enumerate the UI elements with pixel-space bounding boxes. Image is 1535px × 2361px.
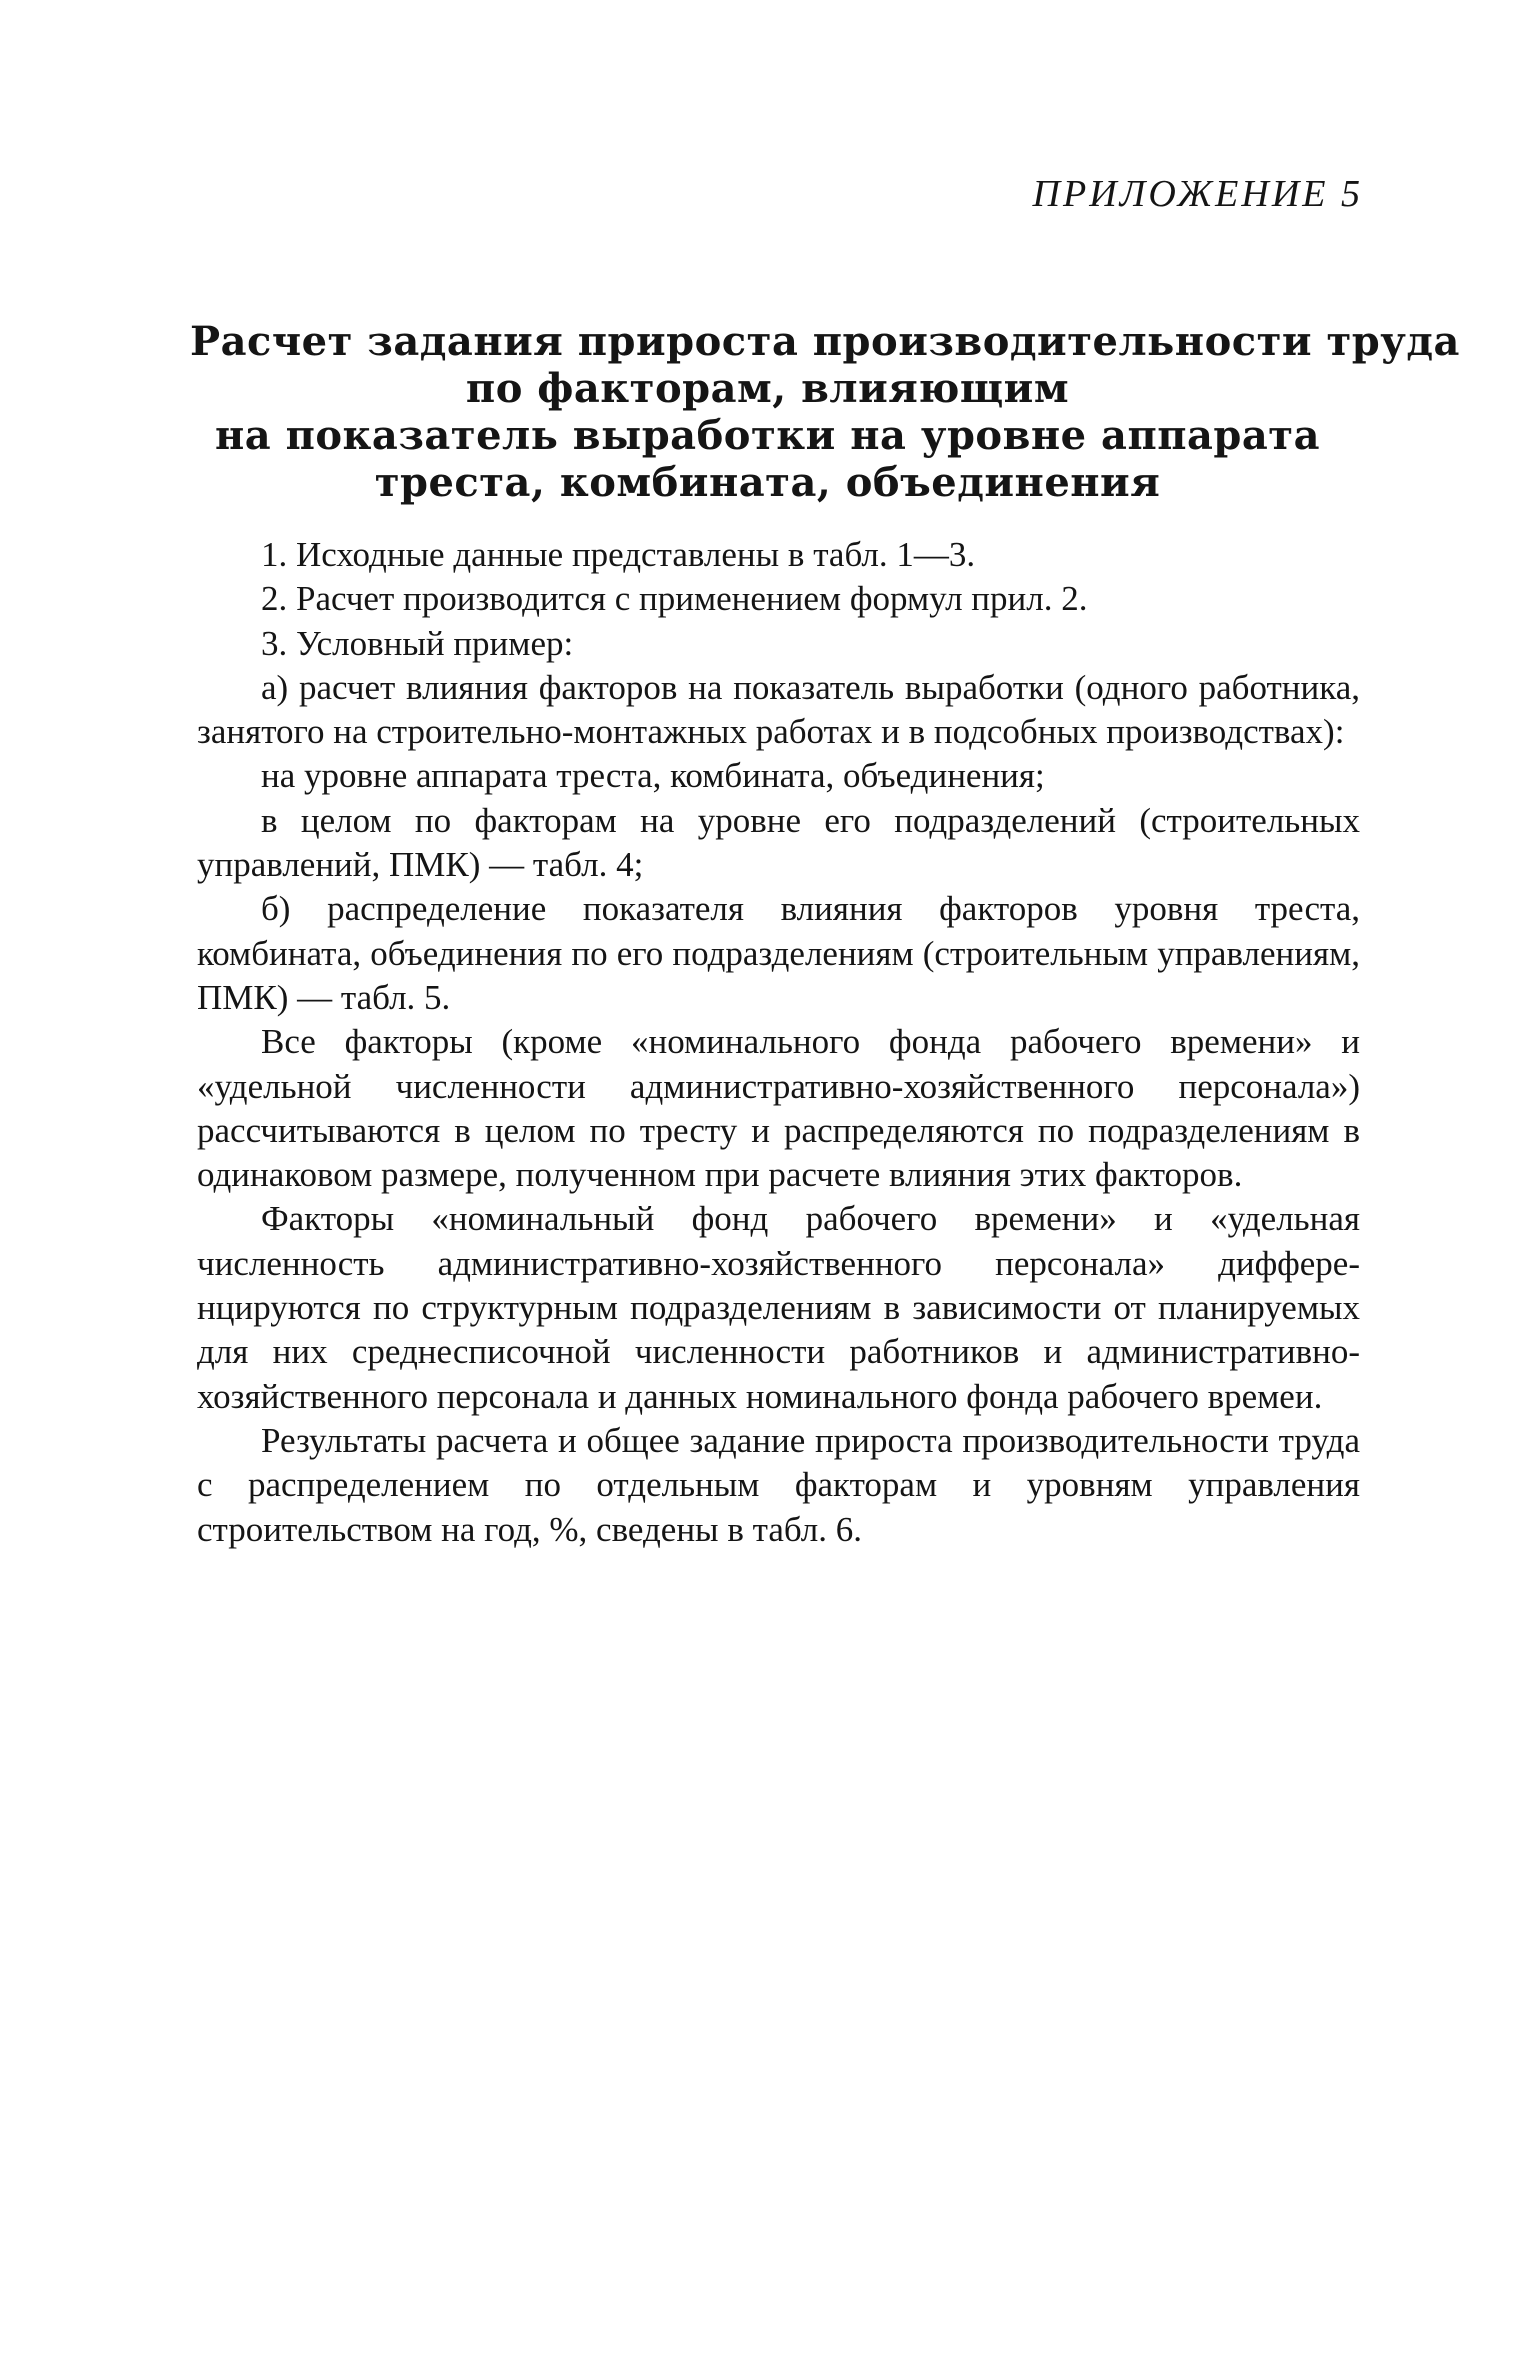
document-body bbox=[197, 533, 1360, 1552]
paragraph: Все факторы (кроме «номинального фонда рабочего времени» и «удельной численности административно-хозяйственного персонала») рассчитываются в целом по тресту и распределяются по подразделениям в одинаковом размере, полученном при расчете влияния этих факторов. bbox=[197, 1022, 1360, 1195]
sub-item-a-level1: на уровне аппарата треста, комбината, объединения; bbox=[261, 756, 1045, 796]
title-line: Расчет задания прироста производительности труда bbox=[190, 318, 1460, 365]
paragraph: Результаты расчета и общее задание прироста производительности труда с распределением по отдельным факторам и уровням управления строительством на год, %, сведены в табл. 6. bbox=[197, 1420, 1360, 1549]
list-item: 1. Исходные данные представлены в табл. 1—3. bbox=[261, 535, 976, 574]
title-line: на показатель выработки на уровне аппарата bbox=[214, 412, 1321, 459]
list-item: 3. Условный пример: bbox=[261, 623, 574, 663]
title-line: по факторам, влияющим bbox=[465, 365, 1070, 412]
sub-item-b: б) распределение показателя влияния факторов уровня треста, комбината, объединения по его подразделениям (строительным управлениям, ПМК) — табл. 5. bbox=[197, 889, 1360, 1017]
list-item: 2. Расчет производится с применением формул прил. 2. bbox=[261, 579, 1088, 619]
document-title bbox=[190, 318, 1460, 506]
sub-item-a-level2: в целом по факторам на уровне его подразделений (строительных управлений, ПМК) — табл. 4; bbox=[197, 800, 1360, 885]
appendix-label: ПРИЛОЖЕНИЕ 5 bbox=[1032, 173, 1363, 215]
title-line: треста, комбината, объединения bbox=[374, 459, 1161, 506]
paragraph: Факторы «номинальный фонд рабочего времени» и «удельная численность административно-хозяйственного персонала» дифференцируются по структурным подразделениям в зависимости от планируемых для них среднесписочной численности работников и административно-хозяйственного персонала и данных номинального фонда рабочего времеи. bbox=[197, 1199, 1360, 1416]
sub-item-a: а) расчет влияния факторов на показатель выработки (одного работника, занятого на строительно-монтажных работах и в подсобных производствах): bbox=[197, 667, 1360, 752]
